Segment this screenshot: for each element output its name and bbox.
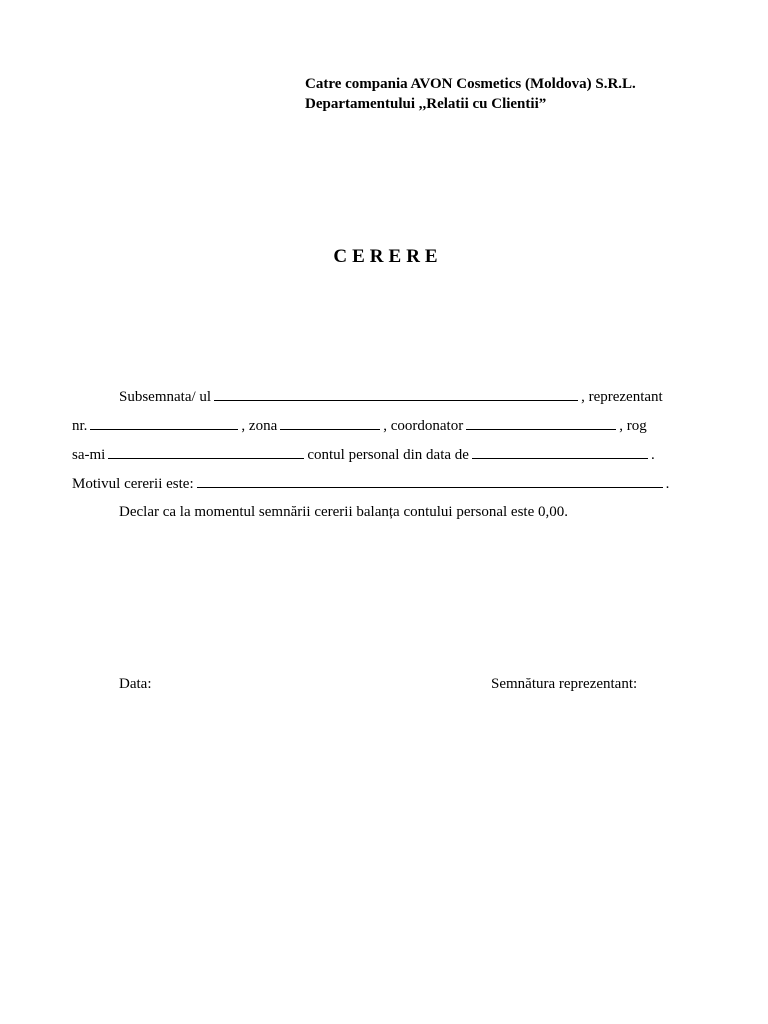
subsemnata-label: Subsemnata/ ul <box>119 389 212 405</box>
rog-label: , rog <box>619 418 647 434</box>
coordonator-blank <box>466 415 616 430</box>
body-line-3 <box>72 444 690 465</box>
addressee-block <box>305 74 636 114</box>
name-blank <box>214 386 578 401</box>
addressee-company: Catre compania AVON Cosmetics (Moldova) S.R.L. <box>305 76 636 92</box>
action-blank <box>108 444 304 459</box>
signature-label: Semnătura reprezentant: <box>491 676 638 692</box>
document-title: CERERE <box>333 246 443 267</box>
sami-label: sa-mi <box>72 447 106 463</box>
nr-label: nr. <box>72 418 88 434</box>
body-line-1 <box>119 386 687 407</box>
body-line-2 <box>72 415 680 436</box>
date-label: Data: <box>119 676 152 692</box>
coordonator-label: , coordonator <box>383 418 464 434</box>
motiv-blank <box>197 473 663 488</box>
reprezentant-label: , reprezentant <box>581 389 663 405</box>
motiv-label: Motivul cererii este: <box>72 476 194 492</box>
zona-blank <box>280 415 380 430</box>
contul-label: contul personal din data de <box>307 447 469 463</box>
nr-blank <box>90 415 238 430</box>
date-blank <box>472 444 648 459</box>
line3-end: . <box>650 447 655 463</box>
line4-end: . <box>665 476 670 492</box>
zona-label: , zona <box>241 418 278 434</box>
body-line-4 <box>72 473 690 494</box>
declaration-text: Declar ca la momentul semnării cererii balanța contului personal este 0,00. <box>119 504 568 520</box>
addressee-department: Departamentului ,,Relatii cu Clientii” <box>305 96 547 112</box>
